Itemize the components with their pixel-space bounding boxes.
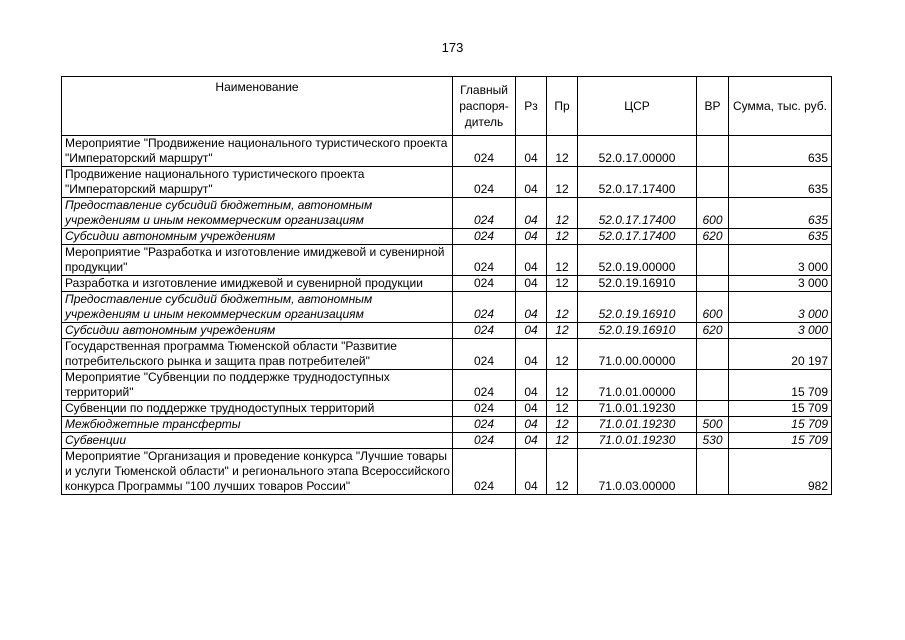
cell-manager: 024 [453, 276, 516, 292]
cell-sum: 635 [729, 198, 832, 229]
table-body [62, 136, 832, 495]
cell-rz: 04 [516, 136, 547, 167]
cell-vr [697, 276, 729, 292]
cell-pr: 12 [547, 323, 578, 339]
cell-vr [697, 339, 729, 370]
cell-vr [697, 136, 729, 167]
table-row [62, 136, 832, 167]
cell-rz: 04 [516, 433, 547, 449]
cell-pr: 12 [547, 276, 578, 292]
cell-rz: 04 [516, 229, 547, 245]
table-row [62, 449, 832, 495]
cell-rz: 04 [516, 339, 547, 370]
cell-csr: 52.0.17.17400 [578, 229, 697, 245]
cell-manager: 024 [453, 433, 516, 449]
table-row [62, 245, 832, 276]
cell-pr: 12 [547, 198, 578, 229]
cell-csr: 71.0.01.00000 [578, 370, 697, 401]
cell-vr: 620 [697, 323, 729, 339]
cell-rz: 04 [516, 417, 547, 433]
table-row [62, 276, 832, 292]
cell-rz: 04 [516, 276, 547, 292]
cell-csr: 71.0.01.19230 [578, 417, 697, 433]
cell-sum: 982 [729, 449, 832, 495]
cell-pr: 12 [547, 449, 578, 495]
header-name: Наименование [62, 77, 453, 136]
cell-sum: 20 197 [729, 339, 832, 370]
cell-name: Мероприятие "Разработка и изготовление имиджевой и сувенирной продукции" [62, 245, 453, 276]
header-sum: Сумма, тыс. руб. [729, 77, 832, 136]
cell-vr [697, 401, 729, 417]
cell-pr: 12 [547, 417, 578, 433]
cell-csr: 52.0.19.16910 [578, 323, 697, 339]
cell-pr: 12 [547, 370, 578, 401]
cell-pr: 12 [547, 245, 578, 276]
budget-table [61, 76, 832, 495]
cell-csr: 71.0.03.00000 [578, 449, 697, 495]
cell-name: Предоставление субсидий бюджетным, автономным учреждениям и иным некоммерческим организациям [62, 292, 453, 323]
cell-name: Мероприятие "Организация и проведение конкурса "Лучшие товары и услуги Тюменской области" и регионального этапа Всероссийского конкурса Программы "100 лучших товаров России" [62, 449, 453, 495]
header-vr: ВР [697, 77, 729, 136]
cell-name: Субсидии автономным учреждениям [62, 323, 453, 339]
cell-vr: 620 [697, 229, 729, 245]
cell-csr: 52.0.17.17400 [578, 167, 697, 198]
cell-name: Разработка и изготовление имиджевой и сувенирной продукции [62, 276, 453, 292]
cell-sum: 3 000 [729, 292, 832, 323]
cell-pr: 12 [547, 433, 578, 449]
page-number: 173 [441, 40, 464, 55]
cell-csr: 52.0.19.00000 [578, 245, 697, 276]
cell-sum: 635 [729, 167, 832, 198]
cell-csr: 52.0.17.17400 [578, 198, 697, 229]
cell-vr: 530 [697, 433, 729, 449]
table-row [62, 401, 832, 417]
cell-manager: 024 [453, 449, 516, 495]
header-manager: Главный распоря-дитель [453, 77, 516, 136]
table-row [62, 339, 832, 370]
cell-manager: 024 [453, 339, 516, 370]
cell-manager: 024 [453, 292, 516, 323]
cell-rz: 04 [516, 198, 547, 229]
cell-csr: 71.0.00.00000 [578, 339, 697, 370]
cell-manager: 024 [453, 229, 516, 245]
table-row [62, 433, 832, 449]
header-rz: Рз [516, 77, 547, 136]
cell-csr: 71.0.01.19230 [578, 433, 697, 449]
cell-manager: 024 [453, 167, 516, 198]
cell-sum: 15 709 [729, 417, 832, 433]
cell-pr: 12 [547, 136, 578, 167]
table-row [62, 370, 832, 401]
cell-rz: 04 [516, 292, 547, 323]
cell-pr: 12 [547, 401, 578, 417]
cell-name: Межбюджетные трансферты [62, 417, 453, 433]
table-row [62, 292, 832, 323]
header-pr: Пр [547, 77, 578, 136]
cell-csr: 52.0.19.16910 [578, 276, 697, 292]
table-row [62, 417, 832, 433]
cell-rz: 04 [516, 401, 547, 417]
cell-name: Государственная программа Тюменской области "Развитие потребительского рынка и защита прав потребителей" [62, 339, 453, 370]
cell-rz: 04 [516, 449, 547, 495]
cell-sum: 15 709 [729, 433, 832, 449]
cell-name: Предоставление субсидий бюджетным, автономным учреждениям и иным некоммерческим организациям [62, 198, 453, 229]
cell-name: Субсидии автономным учреждениям [62, 229, 453, 245]
table-row [62, 167, 832, 198]
cell-pr: 12 [547, 229, 578, 245]
cell-csr: 71.0.01.19230 [578, 401, 697, 417]
cell-manager: 024 [453, 198, 516, 229]
cell-csr: 52.0.17.00000 [578, 136, 697, 167]
table-row [62, 229, 832, 245]
cell-sum: 15 709 [729, 401, 832, 417]
table-row [62, 198, 832, 229]
cell-manager: 024 [453, 401, 516, 417]
cell-name: Субвенции [62, 433, 453, 449]
cell-rz: 04 [516, 370, 547, 401]
cell-vr: 500 [697, 417, 729, 433]
cell-pr: 12 [547, 339, 578, 370]
cell-vr [697, 449, 729, 495]
cell-pr: 12 [547, 292, 578, 323]
cell-sum: 15 709 [729, 370, 832, 401]
cell-sum: 3 000 [729, 245, 832, 276]
cell-manager: 024 [453, 370, 516, 401]
table-header [62, 77, 832, 136]
cell-vr: 600 [697, 292, 729, 323]
cell-name: Мероприятие "Субвенции по поддержке труднодоступных территорий" [62, 370, 453, 401]
table-row [62, 323, 832, 339]
cell-vr [697, 167, 729, 198]
cell-sum: 635 [729, 229, 832, 245]
cell-vr [697, 370, 729, 401]
cell-sum: 635 [729, 136, 832, 167]
cell-name: Мероприятие "Продвижение национального туристического проекта "Императорский маршрут" [62, 136, 453, 167]
cell-sum: 3 000 [729, 276, 832, 292]
cell-manager: 024 [453, 323, 516, 339]
cell-manager: 024 [453, 136, 516, 167]
cell-name: Продвижение национального туристического проекта "Императорский маршрут" [62, 167, 453, 198]
cell-vr: 600 [697, 198, 729, 229]
cell-csr: 52.0.19.16910 [578, 292, 697, 323]
cell-manager: 024 [453, 245, 516, 276]
header-csr: ЦСР [578, 77, 697, 136]
cell-name: Субвенции по поддержке труднодоступных территорий [62, 401, 453, 417]
cell-manager: 024 [453, 417, 516, 433]
cell-pr: 12 [547, 167, 578, 198]
cell-sum: 3 000 [729, 323, 832, 339]
cell-vr [697, 245, 729, 276]
cell-rz: 04 [516, 245, 547, 276]
cell-rz: 04 [516, 167, 547, 198]
cell-rz: 04 [516, 323, 547, 339]
